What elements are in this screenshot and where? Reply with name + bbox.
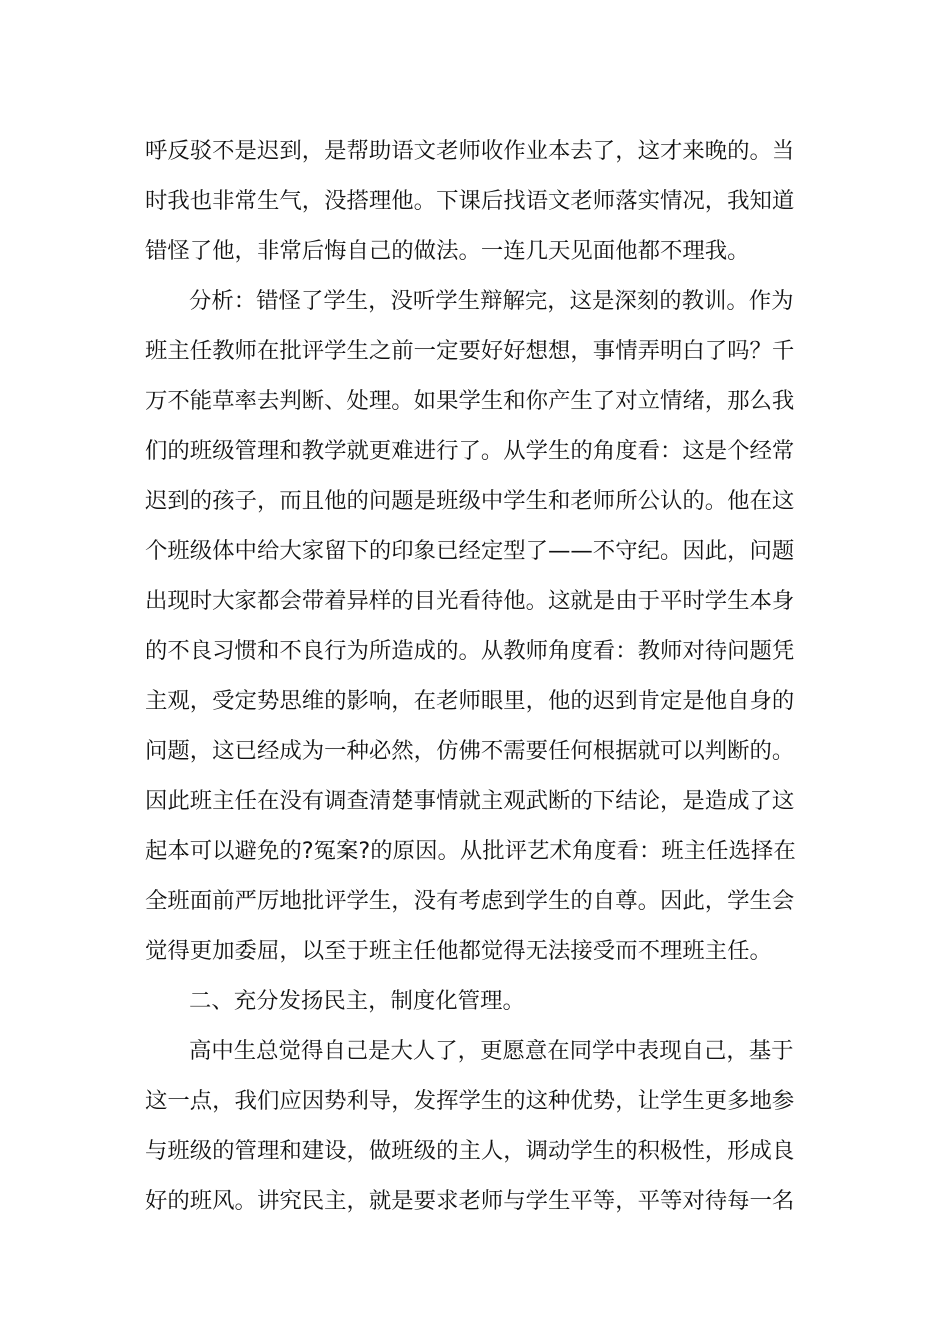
- text-line: 好的班风。讲究民主，就是要求老师与学生平等，平等对待每一名: [145, 1188, 795, 1214]
- text-line: 出现时大家都会带着异样的目光看待他。这就是由于平时学生本身: [145, 588, 795, 614]
- text-line: 们的班级管理和教学就更难进行了。从学生的角度看：这是个经常: [145, 438, 795, 464]
- paragraph-start-line: 高中生总觉得自己是大人了，更愿意在同学中表现自己，基于: [189, 1038, 794, 1064]
- text-line: 起本可以避免的?冤案?的原因。从批评艺术角度看：班主任选择在: [145, 838, 796, 864]
- text-line: 问题，这已经成为一种必然，仿佛不需要任何根据就可以判断的。: [145, 738, 795, 764]
- text-line: 万不能草率去判断、处理。如果学生和你产生了对立情绪，那么我: [145, 388, 795, 414]
- text-line: 的不良习惯和不良行为所造成的。从教师角度看：教师对待问题凭: [145, 638, 795, 664]
- text-line: 主观，受定势思维的影响，在老师眼里，他的迟到肯定是他自身的: [145, 688, 795, 714]
- section-heading: 二、充分发扬民主，制度化管理。: [189, 988, 525, 1014]
- text-line: 因此班主任在没有调查清楚事情就主观武断的下结论，是造成了这: [145, 788, 795, 814]
- text-line: 迟到的孩子，而且他的问题是班级中学生和老师所公认的。他在这: [145, 488, 795, 514]
- paragraph-start-line: 分析：错怪了学生，没听学生辩解完，这是深刻的教训。作为: [189, 288, 794, 314]
- text-line: 全班面前严厉地批评学生，没有考虑到学生的自尊。因此，学生会: [145, 888, 795, 914]
- text-line: 个班级体中给大家留下的印象已经定型了——不守纪。因此，问题: [145, 538, 795, 564]
- text-line: 觉得更加委屈，以至于班主任他都觉得无法接受而不理班主任。: [145, 938, 772, 964]
- text-line: 班主任教师在批评学生之前一定要好好想想，事情弄明白了吗？千: [145, 338, 795, 364]
- text-line: 错怪了他，非常后悔自己的做法。一连几天见面他都不理我。: [145, 238, 750, 264]
- text-line: 呼反驳不是迟到，是帮助语文老师收作业本去了，这才来晚的。当: [145, 138, 795, 164]
- text-line: 与班级的管理和建设，做班级的主人，调动学生的积极性，形成良: [145, 1138, 795, 1164]
- text-line: 时我也非常生气，没搭理他。下课后找语文老师落实情况，我知道: [145, 188, 795, 214]
- text-line: 这一点，我们应因势利导，发挥学生的这种优势，让学生更多地参: [145, 1088, 795, 1114]
